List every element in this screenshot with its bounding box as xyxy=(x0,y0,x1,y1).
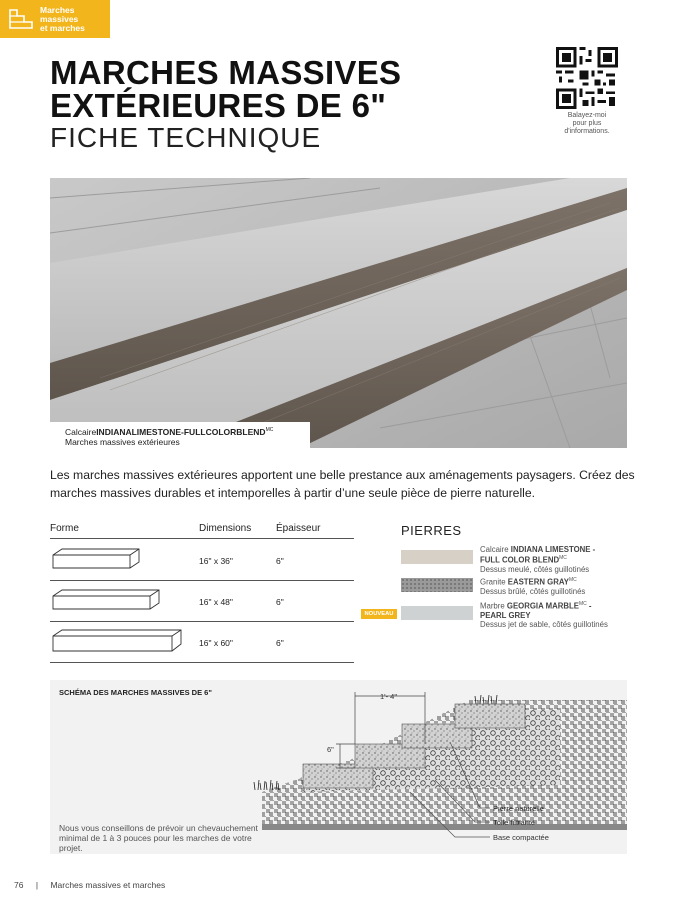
stone-item: Calcaire INDIANA LIMESTONE - FULL COLOR $BLEND^{MC}$ Dessus meulé, côtés guillotinés xyxy=(480,545,596,574)
new-badge: NOUVEAU xyxy=(361,609,397,619)
table-divider xyxy=(50,580,354,581)
table-cell: 6" xyxy=(276,556,284,566)
table-cell: 6" xyxy=(276,597,284,607)
column-header-dimensions: Dimensions xyxy=(199,523,252,534)
qr-caption: Balayez-moi pour plus d'informations. xyxy=(564,112,610,135)
product-photo xyxy=(50,178,627,448)
table-cell: 6" xyxy=(276,638,284,648)
page-footer xyxy=(14,880,175,890)
table-divider xyxy=(50,538,354,539)
diagram-title: SCHÉMA DES MARCHES MASSIVES DE 6" xyxy=(59,688,212,697)
photo-caption: CalcaireINDIANALIMESTONE-$FULLCOLORBLEND^{MC}$ Marches massives extérieures xyxy=(50,422,310,448)
stone-swatch xyxy=(401,550,473,564)
intro-paragraph: Les marches massives extérieures apportent une belle prestance aux aménagements paysagers. Créez des marches massives durables et intemporelles à partir d’une seule pièce de pierre naturelle. xyxy=(50,468,635,500)
page-title: MARCHES MASSIVES EXTÉRIEURES DE 6" xyxy=(50,54,402,124)
column-header-thickness: Épaisseur xyxy=(276,523,321,534)
footer-separator: | xyxy=(35,880,39,890)
label-filter-fabric: Toile filtrante xyxy=(493,818,536,827)
stones-title: PIERRES xyxy=(401,523,462,538)
stone-item: Marbre GEORGIA $MARBLE^{MC}$ - PEARL GREY Dessus jet de sable, côtés guillotinés xyxy=(480,601,608,629)
dimension-depth-label: 1'- 4" xyxy=(380,692,398,701)
section-tab-label: Marches massives et marches xyxy=(40,4,85,33)
step-shape-48-icon xyxy=(52,588,162,612)
table-cell: 16" x 36" xyxy=(199,556,233,566)
steps-diagram xyxy=(50,680,627,854)
stone-swatch xyxy=(401,606,473,620)
footer-section: Marches massives et marches xyxy=(50,880,166,890)
page-number: 76 xyxy=(14,880,24,890)
table-cell: 16" x 60" xyxy=(199,638,233,648)
stone-item: Granite EASTERN $GRAY^{MC}$ Dessus brûlé, côtés guillotinés xyxy=(480,577,586,596)
label-natural-stone: Pierre naturelle xyxy=(493,804,544,813)
page-subtitle: FICHE TECHNIQUE xyxy=(50,122,322,153)
table-cell: 16" x 48" xyxy=(199,597,233,607)
steps-icon xyxy=(8,6,34,32)
label-compacted-base: Base compactée xyxy=(493,833,549,842)
stone-swatch xyxy=(401,578,473,592)
section-tab xyxy=(0,0,110,38)
qr-code-icon[interactable] xyxy=(556,47,618,109)
step-shape-36-icon xyxy=(52,547,142,571)
table-divider xyxy=(50,662,354,663)
diagram-note: Nous vous conseillons de prévoir un chevauchement minimal de 1 à 3 pouces pour les marches de votre projet. xyxy=(59,823,258,853)
step-shape-60-icon xyxy=(52,628,184,654)
column-header-shape: Forme xyxy=(50,523,79,534)
table-divider xyxy=(50,621,354,622)
dimension-height-label: 6" xyxy=(327,745,334,754)
